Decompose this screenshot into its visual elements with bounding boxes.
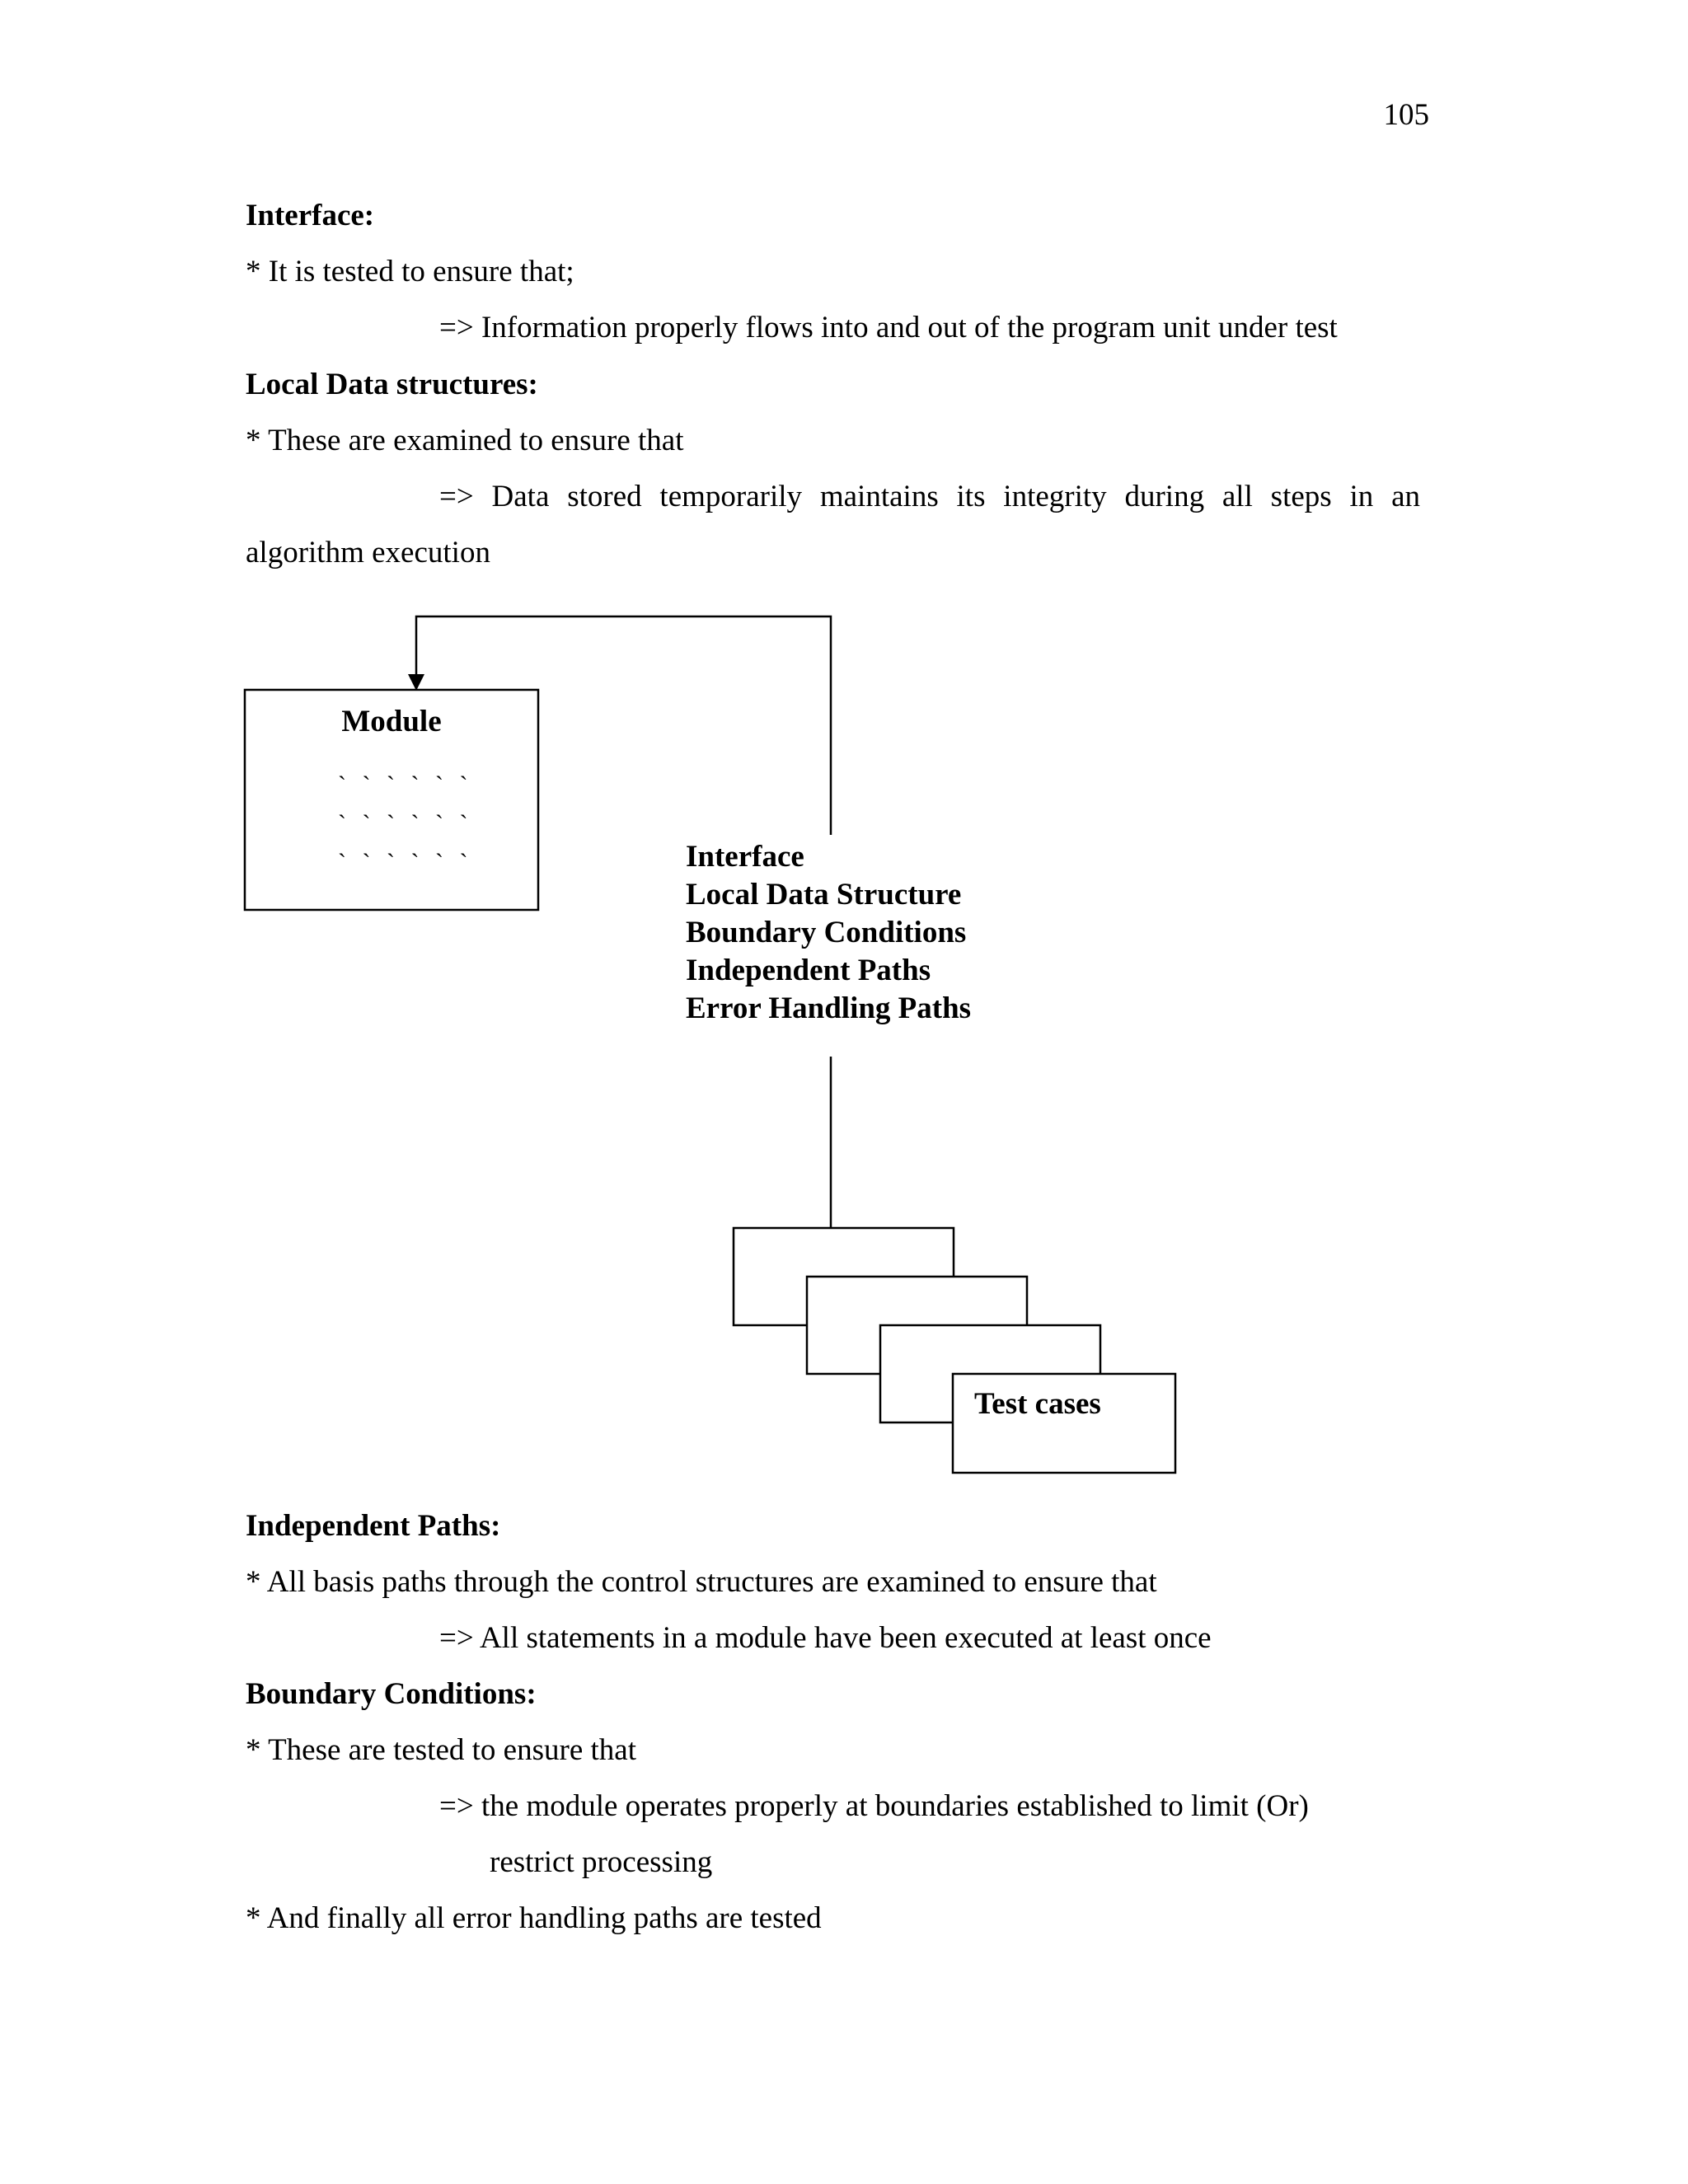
test-item-independent: Independent Paths xyxy=(686,954,931,987)
independent-paths-heading: Independent Paths: xyxy=(246,1509,501,1543)
local-data-line-3: algorithm execution xyxy=(246,536,490,569)
boundary-line-1: * These are tested to ensure that xyxy=(246,1733,636,1767)
module-tick-row: ` ` ` ` ` ` xyxy=(338,810,473,837)
page-number: 105 xyxy=(1383,98,1429,132)
test-item-error-handling: Error Handling Paths xyxy=(686,991,972,1025)
test-item-boundary: Boundary Conditions xyxy=(686,916,967,949)
module-tick-row: ` ` ` ` ` ` xyxy=(338,849,473,876)
module-tick-row: ` ` ` ` ` ` xyxy=(338,771,473,799)
feedback-connector xyxy=(416,616,831,835)
local-data-heading: Local Data structures: xyxy=(246,368,538,401)
interface-line-1: * It is tested to ensure that; xyxy=(246,255,574,288)
interface-heading: Interface: xyxy=(246,199,375,232)
independent-paths-line-1: * All basis paths through the control structures are examined to ensure that xyxy=(246,1565,1157,1599)
local-data-line-2: => Data stored temporarily maintains its integrity during all steps in an xyxy=(439,480,1420,513)
boundary-line-4: * And finally all error handling paths are tested xyxy=(246,1901,822,1935)
boundary-line-2: => the module operates properly at boundaries established to limit (Or) xyxy=(439,1789,1309,1823)
arrow-down-icon xyxy=(408,674,424,691)
local-data-line-1: * These are examined to ensure that xyxy=(246,424,684,457)
test-item-interface: Interface xyxy=(686,840,804,874)
test-item-local-data: Local Data Structure xyxy=(686,878,962,912)
boundary-line-3: restrict processing xyxy=(490,1845,713,1879)
independent-paths-line-2: => All statements in a module have been executed at least once xyxy=(439,1621,1212,1655)
boundary-heading: Boundary Conditions: xyxy=(246,1677,537,1711)
module-label: Module xyxy=(341,705,442,738)
test-cases-label: Test cases xyxy=(974,1387,1101,1421)
interface-line-2: => Information properly flows into and out of the program unit under test xyxy=(439,311,1338,344)
